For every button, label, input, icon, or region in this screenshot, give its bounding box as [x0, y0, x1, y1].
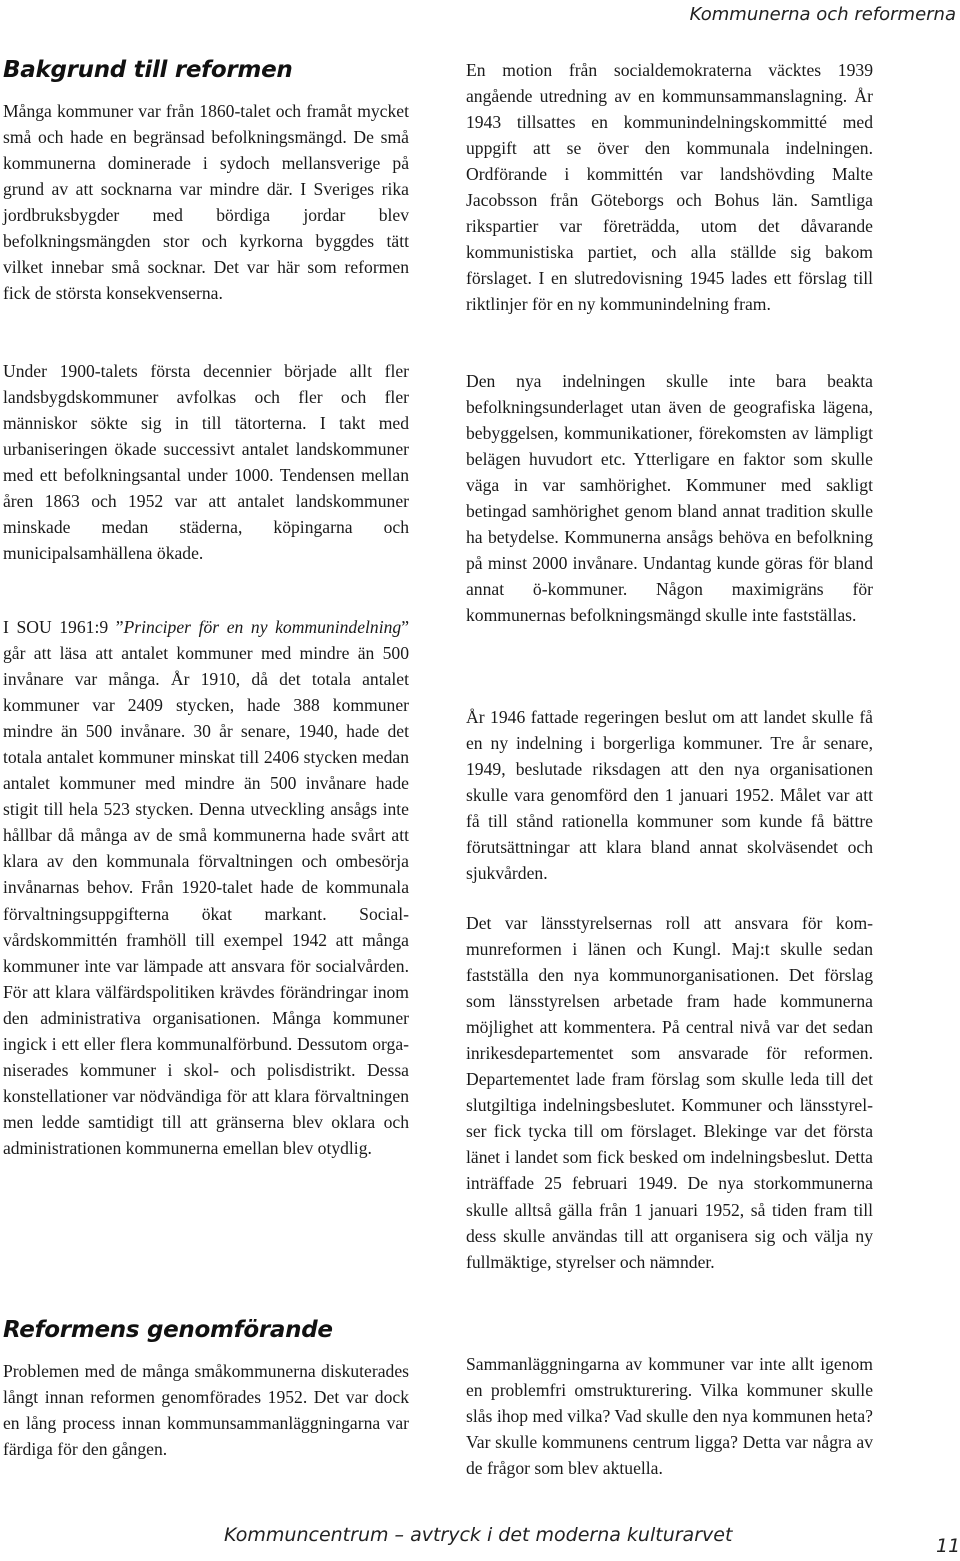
paragraph: Det var länsstyrelsernas roll att ansvara för kommunreformen i länen och Kungl. Maj:t skulle sedan fastställa den nya kommunorganisationen. Det förslag som länsstyrelsen arbetade fram hade kommunerna möjlighet att kommentera. På central nivå var det sedan inrikesdepartementet som ansvarade för reformen. Departementet lade fram förslag som skulle leda till det slutgiltiga indelningsbeslutet. Kommuner och länsstyrelser fick tycka till om förslaget. Blekinge var det första länet i landet som fick besked om indelningsbeslut. Detta inträffade 25 februari 1949. De nya storkommunerna skulle alltså gälla från 1 januari 1952, så tiden fram till dess skulle användas till att organisera sig och välja ny fullmäktige, styrelser och nämnder. — [466, 913, 873, 1272]
paragraph-text: I SOU 1961:9 ” — [3, 617, 124, 637]
section-heading-bakgrund: Bakgrund till reformen — [3, 57, 293, 83]
page-number: 11 — [936, 1535, 960, 1557]
paragraph: En motion från socialdemokraterna väcktes 1939 angående utredning av en kommunsammanslagning. År 1943 tillsattes en kommunindelningskommitté med uppgift att se över den kommunala indelningen. Ordförande i kommittén var landshövding Malte Jacobsson från Göteborgs och Bohus län. Samtliga rikspartier var företrädda, utom det dåvarande kommunistiska partiet, och alla ställde sig bakom förslaget. I en slutredovisning 1945 lades ett förslag till riktlinjer för en ny kommunindelning fram. — [466, 60, 873, 315]
report-title: Principer för en ny kommunindelning — [123, 617, 402, 637]
paragraph: År 1946 fattade regeringen beslut om att landet skulle få en ny indelning i borgerliga kommuner. Tre år senare, 1949, beslutade riksdagen att den nya organisationen skulle vara genomförd den 1 januari 1952. Målet var att få till stånd rationella kommuner som kunde få bättre förutsättningar att klara bland annat skolväsendet och sjukvården. — [466, 707, 873, 884]
paragraph — [3, 614, 409, 1161]
paragraph: Problemen med de många småkommunerna diskuterades långt innan reformen genomförades 1952. Det var dock en lång process innan kommunsammanläggningarna var färdiga för den gången. — [3, 1361, 409, 1460]
paragraph: Sammanläggningarna av kommuner var inte allt igenom en problemfri omstrukturering. Vilka kommuner skulle slås ihop med vilka? Vad skulle den nya kommunen heta? Var skulle kommunens centrum ligga? Detta var några av de frågor som blev aktuella. — [466, 1354, 873, 1479]
paragraph: Under 1900-talets första decennier började allt fler landsbygdskommuner avfolkas och fler och fler människor sökte sig in till tätorterna. I takt med urbaniseringen ökade successivt antalet landskommuner med ett befolkningsantal under 1000. Tendensen mellan åren 1863 och 1952 var att antalet landskommuner minskade medan städerna, köpingarna och municipalsamhällena ökade. — [3, 361, 409, 564]
paragraph-text: ” går att läsa att antalet kommuner med mindre än 500 invånare var många. År 1910, då det totala antalet kommuner var 2409 stycken, hade 388 kommuner mindre än 500 invånare. 30 år senare, 1940, hade det totala antalet kommuner minskat till 2406 stycken medan antalet kommuner med mindre än 500 invånare hade stigit till hela 523 stycken. Denna utveckling ansågs inte hållbar då många av de små kommunerna hade svårt att klara av den kommunala förvaltningen och ombesörja invånarnas behov. Från 1920-talet hade de kommunala förvaltningsuppgifterna ökat markant. Socialvårdskommittén framhöll till exempel 1942 att många kommuner inte var lämpade att ansvara för socialvården. För att klara välfärdspolitiken krävdes förändringar inom den administrativa organisationen. Många kommuner ingick i ett eller flera kommunalförbund. Dessutom organiserades kommuner i skol- och polisdistrikt. Dessa konstellationer var nödvändiga för att klara förvaltningen men ledde samtidigt till att gränserna blev oklara och administrationen kommunerna emellan blev otydlig. — [3, 617, 409, 1158]
paragraph: Många kommuner var från 1860-talet och framåt mycket små och hade en begränsad befolkningsmängd. De små kommunerna dominerade i sydoch mellansverige på grund av att socknarna var mindre där. I Sveriges rika jordbruksbygder med bördiga jordar blev befolkningsmängden stor och kyrkorna byggdes tätt vilket innebar små socknar. Det var här som reformen fick de största konsekvenserna. — [3, 101, 409, 304]
running-header: Kommunerna och reformerna — [689, 4, 956, 25]
paragraph: Den nya indelningen skulle inte bara beakta befolkningsunderlaget utan även de geografiska lägena, bebyggelsen, kommunikationer, förekomsten av lämpligt belägen huvudort etc. Ytterligare en faktor som skulle väga in var samhörighet. Kommuner med sakligt betingad samhörighet genom bland annat tradition skulle ha betydelse. Kommunerna ansågs behöva en befolkning på minst 2000 invånare. Undantag kunde göras för bland annat ö-kommuner. Någon maximigräns för kommunernas befolkningsmängd skulle inte fastställas. — [466, 371, 873, 626]
footer-publication-title: Kommuncentrum – avtryck i det moderna kulturarvet — [224, 1524, 733, 1546]
section-heading-genomforande: Reformens genomförande — [3, 1317, 333, 1343]
